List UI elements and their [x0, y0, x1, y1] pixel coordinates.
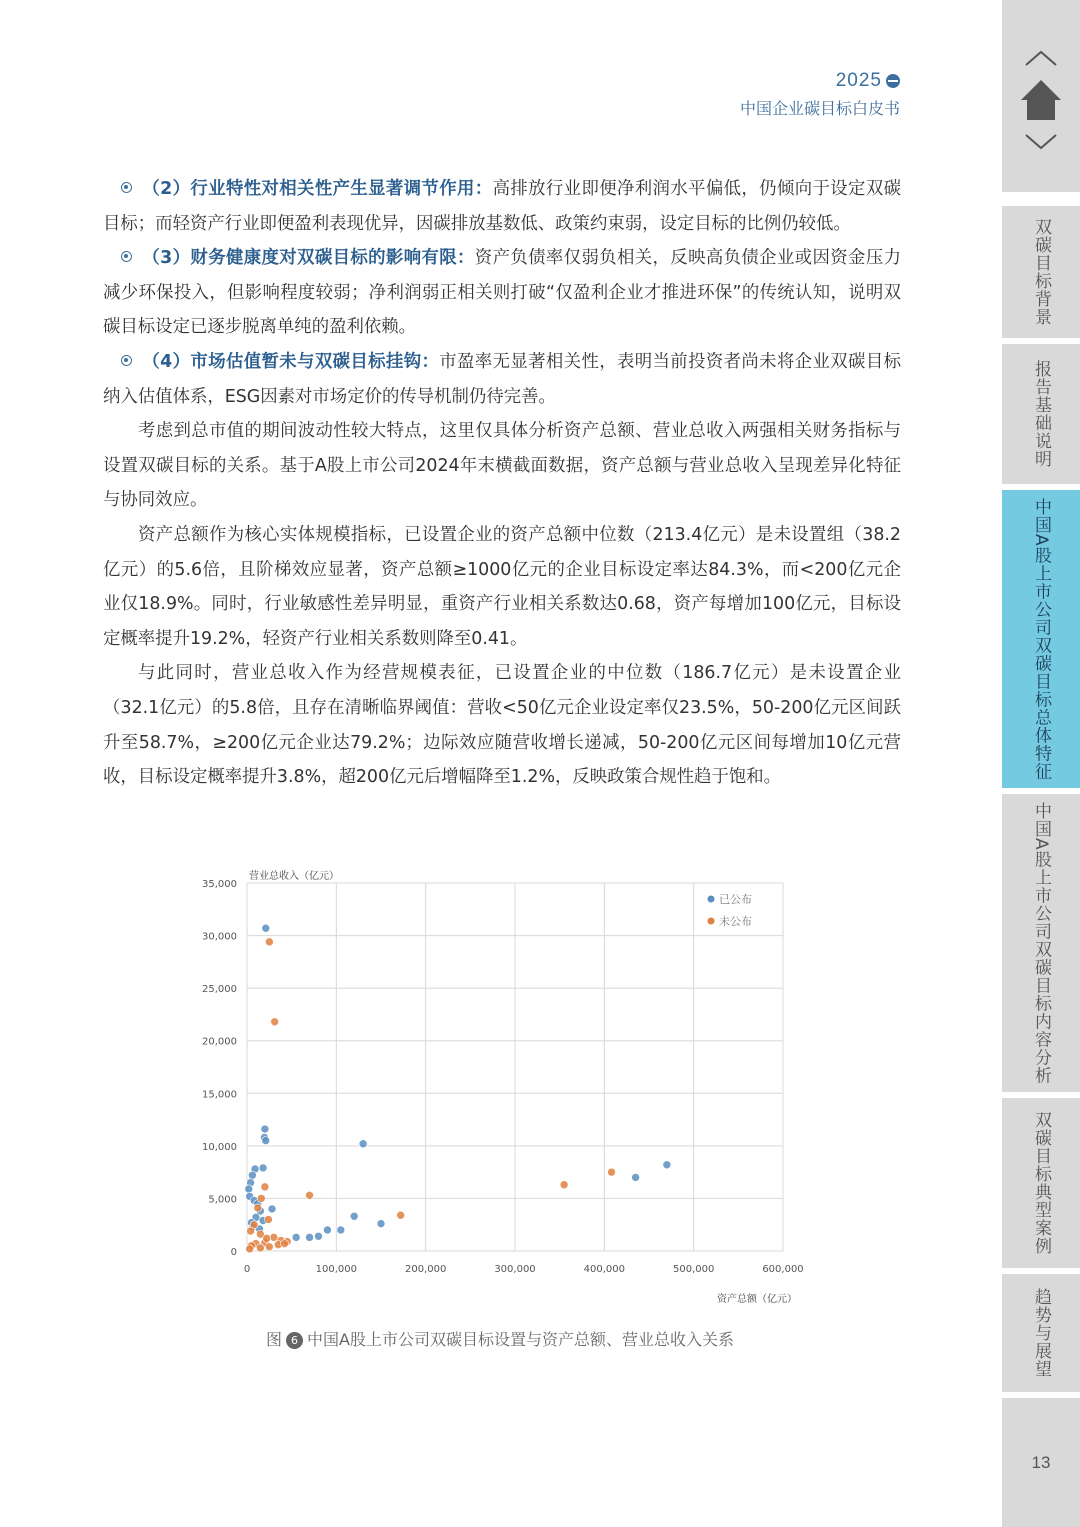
bullet-icon — [121, 251, 132, 262]
sidebar-tab-cases[interactable] — [1002, 1098, 1080, 1268]
data-point — [281, 1240, 289, 1248]
data-point — [257, 1194, 265, 1202]
data-point — [663, 1161, 671, 1169]
data-point — [377, 1220, 385, 1228]
sidebar-tab-outlook[interactable] — [1002, 1274, 1080, 1392]
data-point — [262, 1137, 270, 1145]
data-point — [359, 1140, 367, 1148]
data-point — [265, 938, 273, 946]
data-point — [261, 1183, 269, 1191]
home-icon[interactable] — [1019, 78, 1063, 122]
data-point — [337, 1226, 345, 1234]
y-tick-label: 20,000 — [202, 1036, 237, 1048]
bullet-icon — [121, 355, 132, 366]
data-point — [245, 1185, 253, 1193]
data-point — [268, 1205, 276, 1213]
header-year-text: 2025 — [835, 70, 882, 91]
x-tick-label: 500,000 — [672, 1264, 715, 1275]
data-point — [292, 1233, 300, 1241]
data-point — [350, 1212, 358, 1220]
sidebar-tab-label: 双碳目标背景 — [1031, 218, 1051, 326]
data-point — [248, 1171, 256, 1179]
sidebar-tab-background[interactable] — [1002, 206, 1080, 338]
sidebar-tab-label: 中国A股上市公司双碳目标总体特征 — [1031, 497, 1051, 781]
figure-caption — [0, 1327, 1000, 1350]
sidebar — [1002, 0, 1080, 1527]
data-point — [256, 1244, 264, 1252]
chevron-up-icon[interactable] — [1022, 48, 1060, 68]
nav-top — [1002, 0, 1080, 192]
bullet-paragraph-2 — [103, 172, 901, 241]
sidebar-tab-basis[interactable] — [1002, 344, 1080, 484]
data-point — [323, 1226, 331, 1234]
y-tick-label: 5,000 — [208, 1194, 237, 1206]
data-point — [607, 1168, 615, 1176]
y-tick-label: 10,000 — [202, 1141, 237, 1153]
header-title: 中国企业碳目标白皮书 — [739, 99, 900, 118]
chevron-down-icon[interactable] — [1022, 132, 1060, 152]
bullet-text: 资产负债率仅弱负相关，反映高负债企业或因资金压力减少环保投入，但影响程度较弱；净利润弱正相关则打破“仅盈利企业才推进环保”的传统认知，说明双碳目标设定已逐步脱离单纯的盈利依赖。 — [103, 248, 901, 338]
data-point — [261, 1125, 269, 1133]
scatter-chart — [190, 862, 820, 1312]
y-tick-label: 30,000 — [202, 931, 237, 943]
data-point — [246, 1245, 254, 1253]
bullet-paragraph-4 — [103, 345, 901, 414]
data-point — [397, 1211, 405, 1219]
sidebar-tab-overall-features[interactable] — [1002, 490, 1080, 788]
data-point — [314, 1232, 322, 1240]
data-point — [306, 1191, 314, 1199]
legend-label: 已公布 — [719, 893, 752, 906]
sidebar-tab-label: 双碳目标典型案例 — [1031, 1111, 1051, 1255]
y-axis-label: 营业总收入（亿元） — [249, 871, 339, 882]
globe-icon — [886, 74, 900, 88]
x-tick-label: 200,000 — [404, 1264, 447, 1275]
data-point — [270, 1233, 278, 1241]
sidebar-tab-label: 趋势与展望 — [1031, 1288, 1051, 1378]
data-point — [271, 1018, 279, 1026]
bullet-label: （4）市场估值暂未与双碳目标挂钩： — [142, 351, 440, 372]
y-tick-label: 15,000 — [202, 1089, 237, 1101]
bullet-paragraph-3 — [103, 241, 901, 345]
bullet-label: （2）行业特性对相关性产生显著调节作用： — [142, 179, 493, 199]
x-tick-label: 300,000 — [494, 1264, 536, 1275]
bullet-text: 高排放行业即便净利润水平偏低，仍倾向于设定双碳目标；而轻资产行业即便盈利表现优异，因碳排放基数低、政策约束弱，设定目标的比例仍较低。 — [103, 179, 901, 234]
data-point — [265, 1243, 273, 1251]
data-point — [254, 1204, 262, 1212]
data-point — [263, 1234, 271, 1242]
data-point — [264, 1215, 272, 1223]
body-text — [103, 172, 901, 795]
y-tick-label: 0 — [230, 1247, 237, 1258]
x-tick-label: 0 — [243, 1264, 251, 1275]
x-tick-label: 400,000 — [583, 1264, 626, 1275]
scatter-chart-svg — [190, 862, 820, 1312]
bullet-icon — [121, 182, 132, 193]
x-tick-label: 100,000 — [315, 1264, 358, 1275]
page-number: 13 — [1002, 1398, 1080, 1527]
sidebar-tab-label: 报告基础说明 — [1031, 360, 1051, 468]
data-point — [632, 1173, 640, 1181]
legend-marker — [708, 918, 715, 925]
paragraph: 考虑到总市值的期间波动性较大特点，这里仅具体分析资产总额、营业总收入两强相关财务指标与设置双碳目标的关系。基于A股上市公司2024年末横截面数据，资产总额与营业总收入呈现差异化特征与协同效应。 — [103, 421, 901, 511]
bullet-text: 市盈率无显著相关性，表明当前投资者尚未将企业双碳目标纳入估值体系，ESG因素对市场定价的传导机制仍待完善。 — [103, 351, 901, 407]
paragraph: 与此同时，营业总收入作为经营规模表征，已设置企业的中位数（186.7亿元）是未设置企业（32.1亿元）的5.8倍，且存在清晰临界阈值：营收<50亿元企业设定率仅23.5%，50-200亿元区间跃升至58.7%，≥200亿元企业达79.2%；边际效应随营收增长递减，50-200亿元区间每增加10亿元营收，目标设定概率提升3.8%，超200亿元后增幅降至1.2%，反映政策合规性趋于饱和。 — [103, 663, 901, 788]
x-tick-label: 600,000 — [762, 1264, 804, 1275]
bullet-label: （3）财务健康度对双碳目标的影响有限： — [142, 248, 475, 269]
x-axis-label: 资产总额（亿元） — [717, 1294, 797, 1305]
data-point — [259, 1164, 267, 1172]
sidebar-tab-label: 中国A股上市公司双碳目标内容分析 — [1031, 801, 1051, 1085]
data-point — [306, 1233, 314, 1241]
paragraph: 资产总额作为核心实体规模指标，已设置企业的资产总额中位数（213.4亿元）是未设置组（38.2亿元）的5.6倍，且阶梯效应显著，资产总额≥1000亿元的企业目标设定率达84.3%，而<200亿元企业仅18.9%。同时，行业敏感性差异明显，重资产行业相关系数达0.68，资产每增加100亿元，目标设定概率提升19.2%，轻资产行业相关系数则降至0.41。 — [103, 524, 901, 649]
data-point — [247, 1227, 255, 1235]
caption-text: 中国A股上市公司双碳目标设置与资产总额、营业总收入关系 — [307, 1330, 734, 1349]
data-point — [560, 1181, 568, 1189]
y-tick-label: 35,000 — [202, 879, 237, 890]
data-point — [262, 924, 270, 932]
legend-label: 未公布 — [719, 915, 752, 928]
legend-marker — [708, 896, 715, 903]
y-tick-label: 25,000 — [202, 984, 237, 996]
sidebar-tab-content-analysis[interactable] — [1002, 794, 1080, 1092]
caption-prefix: 图 — [266, 1330, 283, 1349]
header-year — [836, 70, 900, 92]
caption-number: 6 — [286, 1332, 303, 1349]
